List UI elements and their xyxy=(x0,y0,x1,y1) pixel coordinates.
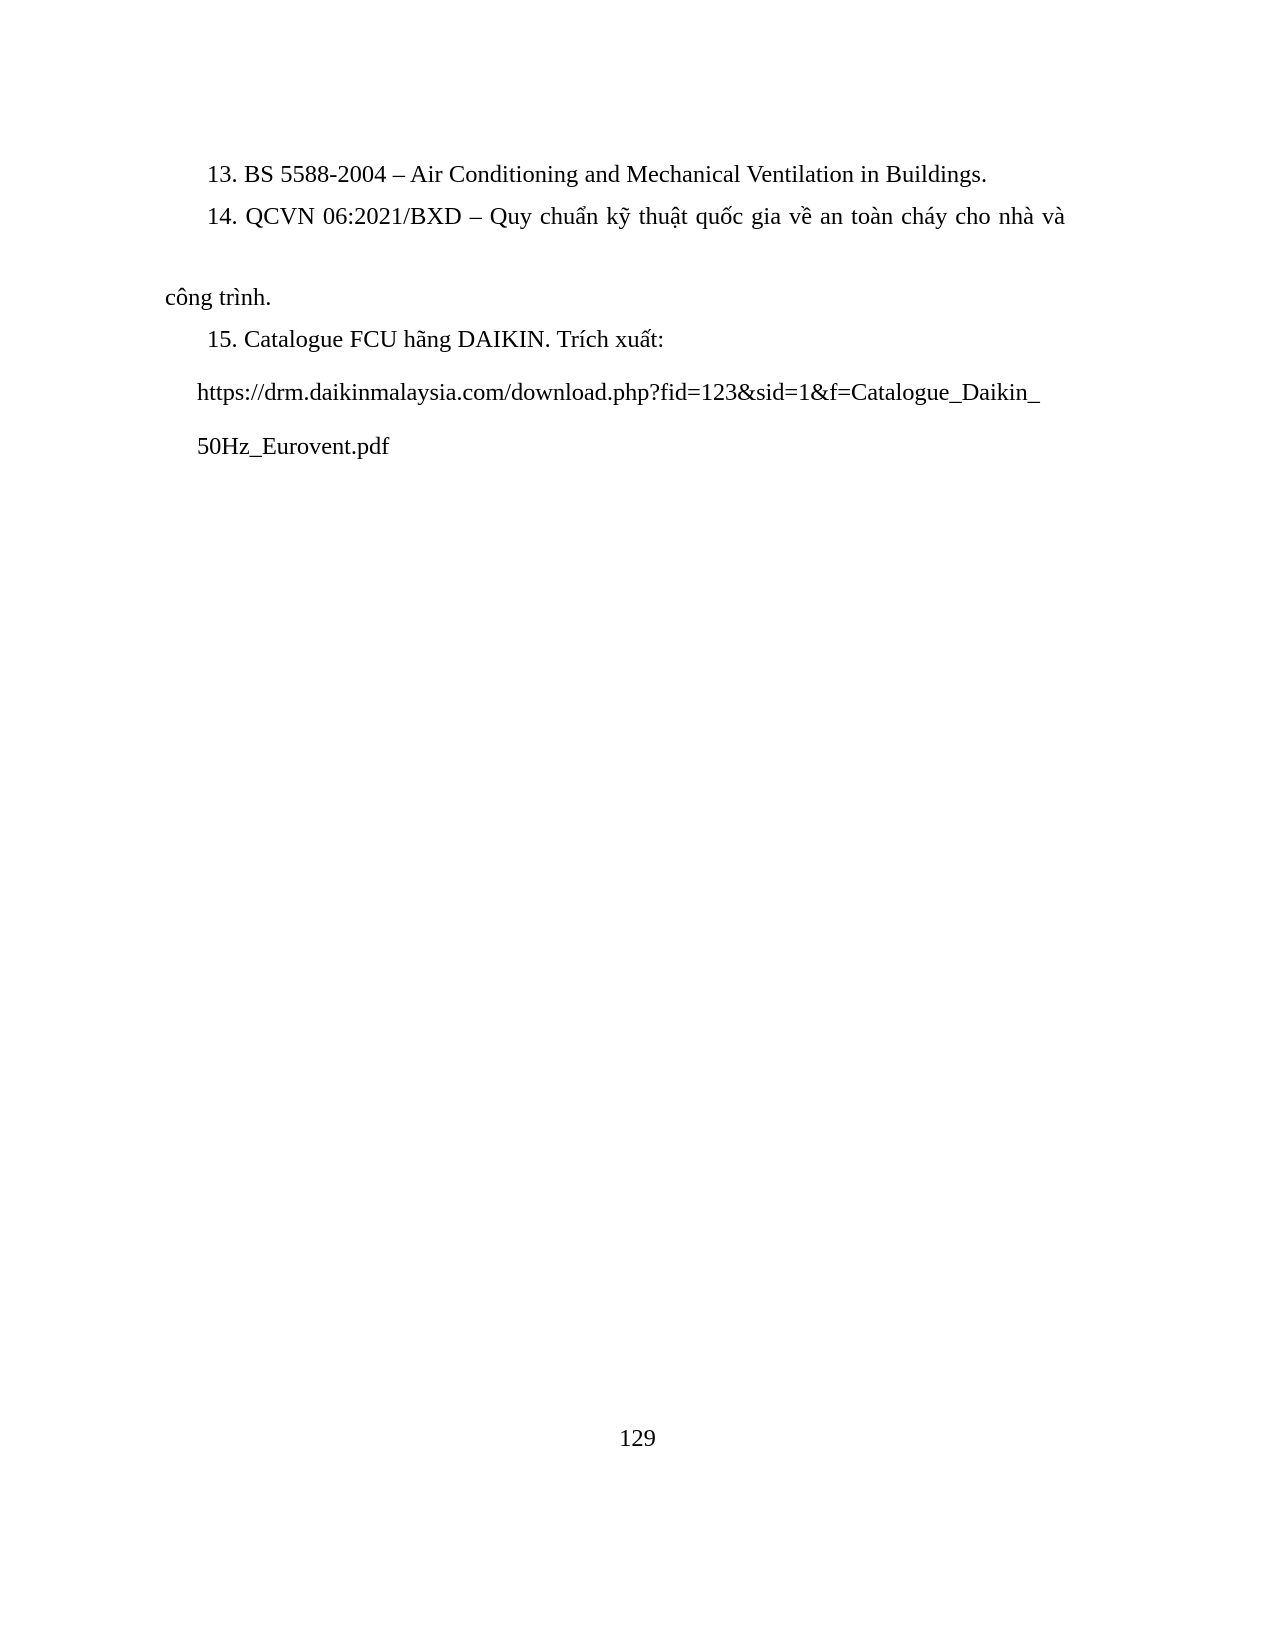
reference-list xyxy=(165,155,1065,467)
reference-item-13: 13. BS 5588-2004 – Air Conditioning and Mechanical Ventilation in Buildings. xyxy=(207,161,988,188)
reference-item-14-line-2: công trình. xyxy=(165,284,272,312)
reference-url-line-1: https://drm.daikinmalaysia.com/download.php?fid=123&sid=1&f=Catalogue_Daikin_ xyxy=(197,379,1040,407)
reference-url-line-2: 50Hz_Eurovent.pdf xyxy=(197,433,390,461)
reference-item-14-line-1: 14. QCVN 06:2021/BXD – Quy chuẩn kỹ thuật quốc gia về an toàn cháy cho nhà và xyxy=(207,202,1065,230)
page-number: 129 xyxy=(619,1425,656,1452)
reference-item-15: 15. Catalogue FCU hãng DAIKIN. Trích xuất: xyxy=(207,325,665,353)
